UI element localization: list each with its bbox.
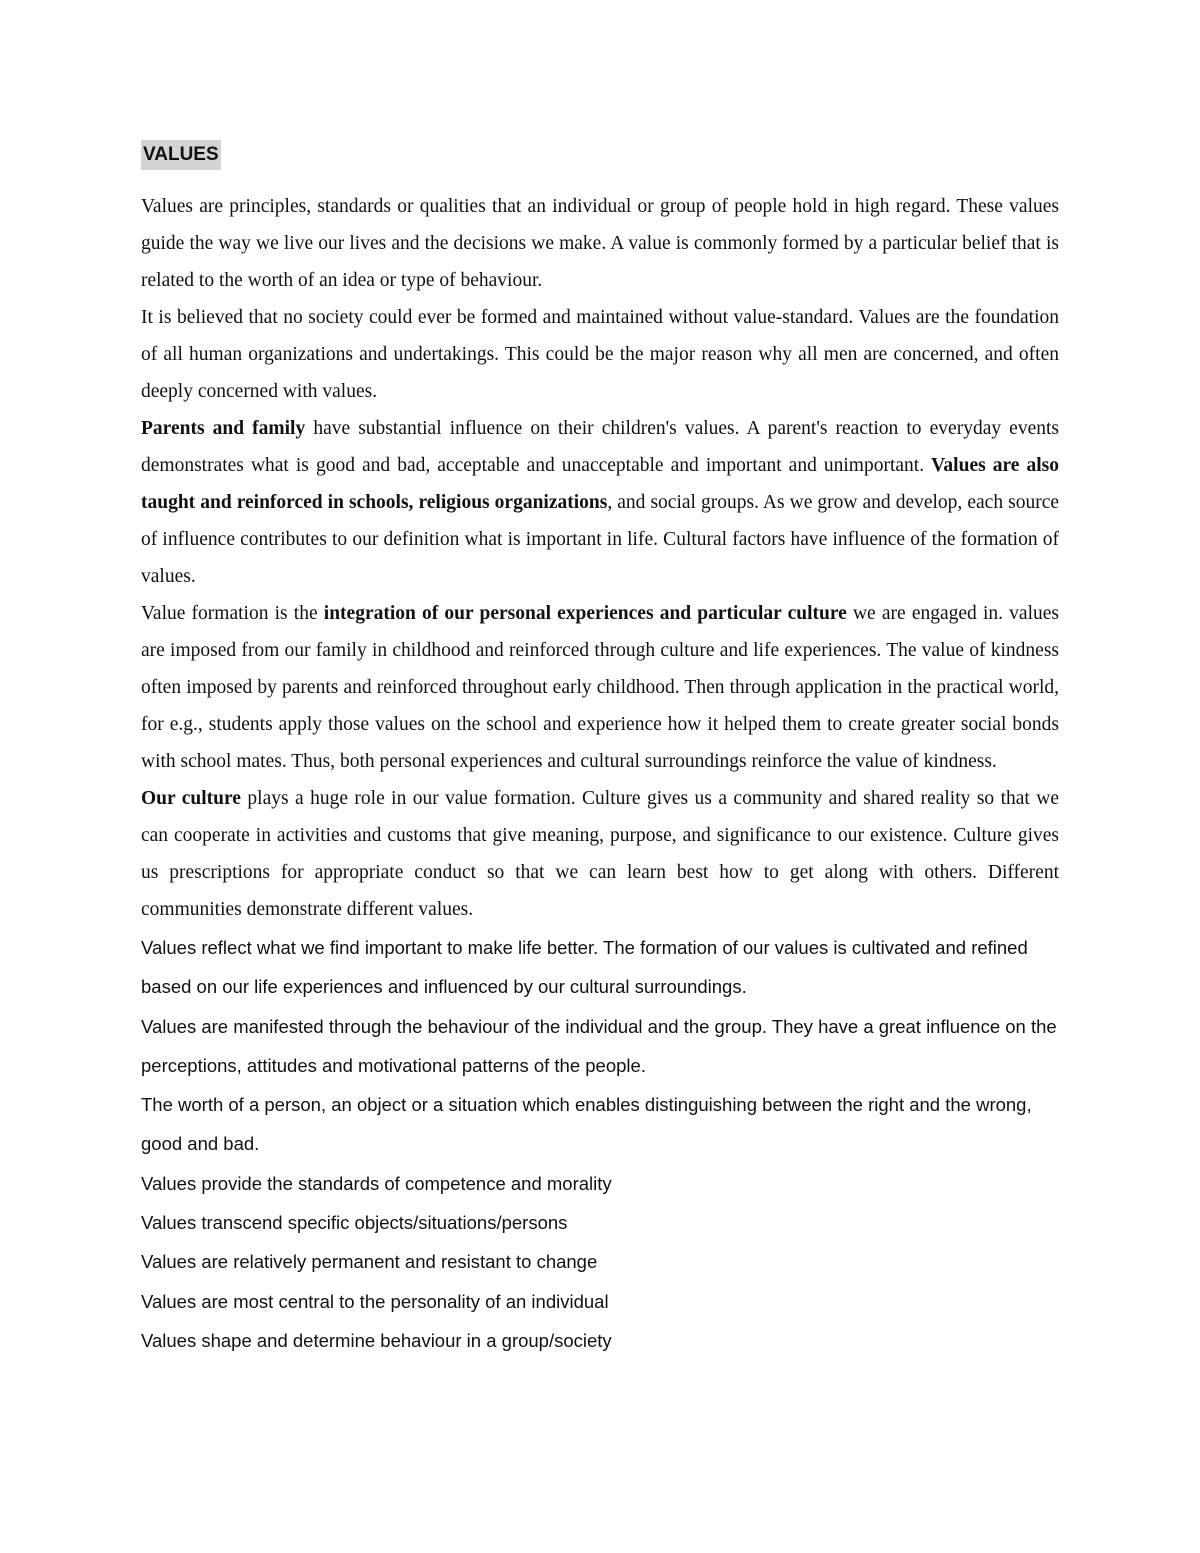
bold-parents-family: Parents and family: [141, 418, 306, 439]
body-serif: [141, 188, 1059, 928]
bold-schools: Values are also taught and reinforced in schools, religious organizations: [141, 455, 1060, 513]
document-title: VALUES: [141, 140, 221, 170]
statement-item: Values reflect what we find important to make life better. The formation of our values is cultivated and refined based on our life experiences and influenced by our cultural surroundings.: [141, 937, 1028, 998]
statement-item: Values are most central to the personality of an individual: [141, 1290, 609, 1312]
paragraph-definition: Values are principles, standards or qualities that an individual or group of people hold in high regard. These values guide the way we live our lives and the decisions we make. A value is commonly formed by a particular belief that is related to the worth of an idea or type of behaviour.: [141, 196, 1059, 291]
text-culture-a: plays a huge role in our value formation. Culture gives us a community and shared reality so that we can cooperate in activities and customs that give meaning, purpose, and significance to our existence. Culture gives us prescriptions for appropriate conduct so that we can learn best how to get along with others. Different communities demonstrate different values.: [141, 788, 1060, 920]
paragraph-family: [141, 410, 1059, 595]
statement-item: Values shape and determine behaviour in a group/society: [141, 1329, 612, 1351]
text-formation-a: Value formation is the: [141, 603, 324, 624]
body-sans: [141, 928, 1059, 1360]
statement-item: Values provide the standards of competence and morality: [141, 1172, 612, 1194]
document-page: [141, 140, 1059, 1360]
text-family-a: have substantial influence on their children's values. A parent's reaction to everyday events demonstrates what is good and bad, acceptable and unacceptable and important and unimportant.: [141, 418, 1060, 476]
statement-item: Values are relatively permanent and resistant to change: [141, 1251, 598, 1273]
text-formation-b: we are engaged in. values are imposed from our family in childhood and reinforced through culture and life experiences. The value of kindness often imposed by parents and reinforced throughout early childhood. Then through application in the practical world, for e.g., students apply those values on the school and experience how it helped them to create greater social bonds with school mates. Thus, both personal experiences and cultural surroundings reinforce the value of kindness.: [141, 603, 1059, 772]
text-family-b: , and social groups. As we grow and develop, each source of influence contributes to our definition what is important in life. Cultural factors have influence of the formation of values.: [141, 492, 1059, 587]
bold-our-culture: Our culture: [141, 788, 241, 809]
paragraph-culture: [141, 780, 1059, 928]
statement-item: Values are manifested through the behaviour of the individual and the group. They have a great influence on the perceptions, attitudes and motivational patterns of the people.: [141, 1015, 1057, 1076]
paragraph-formation: [141, 595, 1059, 780]
bold-integration: integration of our personal experiences and particular culture: [323, 603, 847, 624]
statement-item: Values transcend specific objects/situations/persons: [141, 1212, 568, 1234]
paragraph-society: It is believed that no society could ever be formed and maintained without value-standard. Values are the foundation of all human organizations and undertakings. This could be the major reason why all men are concerned, and often deeply concerned with values.: [141, 307, 1059, 402]
statement-item: The worth of a person, an object or a situation which enables distinguishing between the right and the wrong, good and bad.: [141, 1094, 1032, 1155]
